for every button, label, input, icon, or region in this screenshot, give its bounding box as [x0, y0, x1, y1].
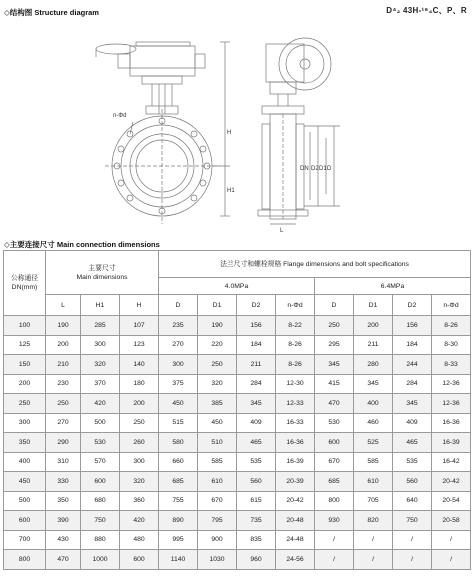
table-cell: 8-22 [276, 316, 315, 336]
table-cell: 900 [198, 530, 237, 550]
table-cell: 580 [159, 433, 198, 453]
table-cell: 250 [198, 355, 237, 375]
table-row [4, 433, 471, 453]
table-row [4, 472, 471, 492]
table-cell: / [432, 530, 471, 550]
table-cell: 585 [198, 452, 237, 472]
table-cell: 525 [354, 433, 393, 453]
table-cell: 200 [120, 394, 159, 414]
column-header: D [315, 295, 354, 316]
table-cell: 8-26 [432, 316, 471, 336]
table-cell: 320 [120, 472, 159, 492]
table-cell: 835 [237, 530, 276, 550]
table-cell: 230 [46, 374, 81, 394]
table-cell: / [354, 550, 393, 570]
table-cell: 211 [237, 355, 276, 375]
column-header: H [120, 295, 159, 316]
table-cell: 284 [237, 374, 276, 394]
model-designation: D⁴₂ 43H-¹⁶₄C、P、R [386, 6, 467, 15]
table-cell: 20-58 [432, 511, 471, 531]
table-cell: 480 [120, 530, 159, 550]
table-cell: 285 [81, 316, 120, 336]
table-cell: 430 [46, 530, 81, 550]
table-cell: 610 [354, 472, 393, 492]
table-cell: 530 [81, 433, 120, 453]
table-cell: 960 [237, 550, 276, 570]
table-cell: 600 [120, 550, 159, 570]
nominal-size-cell: 100 [4, 316, 46, 336]
nominal-size-header: 公称通径 DN(mm) [4, 251, 46, 316]
table-cell: 250 [315, 316, 354, 336]
nominal-size-cell: 250 [4, 394, 46, 414]
table-row [4, 550, 471, 570]
nominal-size-cell: 700 [4, 530, 46, 550]
table-cell: 300 [120, 452, 159, 472]
column-header: L [46, 295, 81, 316]
table-cell: 200 [354, 316, 393, 336]
table-cell: 585 [354, 452, 393, 472]
table-cell: 8-30 [432, 335, 471, 355]
table-cell: 535 [237, 452, 276, 472]
table-cell: 515 [159, 413, 198, 433]
table-cell: 244 [393, 355, 432, 375]
table-cell: 20-48 [276, 511, 315, 531]
table-cell: 1000 [81, 550, 120, 570]
table-row [4, 355, 471, 375]
table-cell: 680 [81, 491, 120, 511]
column-header: D1 [198, 295, 237, 316]
pressure-4mpa-header: 4.0MPa [159, 278, 315, 295]
table-row [4, 452, 471, 472]
d2-label: D2 [311, 166, 319, 172]
table-cell: 140 [120, 355, 159, 375]
table-row [4, 374, 471, 394]
table-cell: 500 [81, 413, 120, 433]
table-cell: 330 [46, 472, 81, 492]
table-cell: 600 [81, 472, 120, 492]
table-cell: 20-54 [432, 491, 471, 511]
table-cell: 375 [159, 374, 198, 394]
pressure-6mpa-header: 6.4MPa [315, 278, 471, 295]
table-cell: 284 [393, 374, 432, 394]
table-row [4, 413, 471, 433]
table-cell: 1030 [198, 550, 237, 570]
table-cell: 370 [81, 374, 120, 394]
table-cell: 670 [315, 452, 354, 472]
table-cell: 295 [315, 335, 354, 355]
table-cell: 795 [198, 511, 237, 531]
table-cell: 20-39 [276, 472, 315, 492]
table-cell: 16-33 [276, 413, 315, 433]
table-cell: / [315, 530, 354, 550]
nominal-size-cell: 600 [4, 511, 46, 531]
nominal-size-cell: 200 [4, 374, 46, 394]
nominal-size-cell: 350 [4, 433, 46, 453]
hole-note-label: n-Φd [113, 113, 127, 119]
table-cell: 300 [159, 355, 198, 375]
table-cell: 705 [354, 491, 393, 511]
table-cell: 180 [120, 374, 159, 394]
table-cell: 670 [198, 491, 237, 511]
table-cell: 930 [315, 511, 354, 531]
table-cell: 280 [354, 355, 393, 375]
table-cell: 235 [159, 316, 198, 336]
table-row [4, 316, 471, 336]
table-cell: 300 [81, 335, 120, 355]
table-cell: 470 [315, 394, 354, 414]
table-cell: 465 [237, 433, 276, 453]
table-cell: 290 [46, 433, 81, 453]
d-label: D [327, 166, 332, 172]
table-cell: 270 [159, 335, 198, 355]
table-cell: 390 [46, 511, 81, 531]
table-cell: 190 [46, 316, 81, 336]
table-cell: 360 [120, 491, 159, 511]
nominal-size-cell: 800 [4, 550, 46, 570]
table-cell: 350 [46, 491, 81, 511]
table-cell: 20-42 [276, 491, 315, 511]
column-header: D [159, 295, 198, 316]
dimensions-title: ◇主要连接尺寸 Main connection dimensions [4, 240, 160, 249]
table-cell: 750 [81, 511, 120, 531]
structure-diagram [0, 14, 473, 236]
column-header: D2 [393, 295, 432, 316]
structure-diagram-title: ◇结构图 Structure diagram [4, 8, 99, 17]
main-dims-header: 主要尺寸 Main dimensions [46, 251, 159, 295]
dimensions-table [3, 250, 471, 570]
table-cell: 250 [120, 413, 159, 433]
table-cell: 460 [354, 413, 393, 433]
table-cell: 735 [237, 511, 276, 531]
table-row [4, 335, 471, 355]
table-cell: 16-36 [432, 413, 471, 433]
table-cell: 190 [198, 316, 237, 336]
table-cell: 345 [354, 374, 393, 394]
table-cell: 211 [354, 335, 393, 355]
table-cell: 510 [198, 433, 237, 453]
table-cell: 890 [159, 511, 198, 531]
table-cell: 184 [393, 335, 432, 355]
table-row [4, 511, 471, 531]
table-cell: 270 [46, 413, 81, 433]
table-cell: 755 [159, 491, 198, 511]
table-row [4, 394, 471, 414]
table-cell: 12-30 [276, 374, 315, 394]
table-cell: 640 [393, 491, 432, 511]
table-cell: 16-39 [276, 452, 315, 472]
column-header: D2 [237, 295, 276, 316]
table-cell: 310 [46, 452, 81, 472]
table-cell: 820 [354, 511, 393, 531]
table-cell: 250 [46, 394, 81, 414]
table-cell: 8-26 [276, 355, 315, 375]
table-cell: 415 [315, 374, 354, 394]
table-cell: / [354, 530, 393, 550]
table-cell: 1140 [159, 550, 198, 570]
nominal-size-cell: 500 [4, 491, 46, 511]
gearbox-front [130, 46, 195, 76]
table-cell: 685 [159, 472, 198, 492]
flange-header: 法兰尺寸和螺栓规格 Flange dimensions and bolt specifications [159, 251, 471, 278]
gearbox-side [266, 44, 304, 82]
table-cell: 409 [237, 413, 276, 433]
table-cell: 750 [393, 511, 432, 531]
table-cell: 409 [393, 413, 432, 433]
table-cell: 385 [198, 394, 237, 414]
table-cell: 12-36 [432, 374, 471, 394]
table-cell: 200 [46, 335, 81, 355]
d1-label: D1 [319, 166, 327, 172]
table-cell: 20-42 [432, 472, 471, 492]
table-cell: 420 [81, 394, 120, 414]
table-cell: 123 [120, 335, 159, 355]
table-cell: 320 [81, 355, 120, 375]
table-cell: 660 [159, 452, 198, 472]
table-cell: 600 [315, 433, 354, 453]
table-cell: 107 [120, 316, 159, 336]
table-cell: 345 [315, 355, 354, 375]
table-cell: / [432, 550, 471, 570]
table-cell: 24-56 [276, 550, 315, 570]
table-cell: 12-36 [432, 394, 471, 414]
table-cell: 535 [393, 452, 432, 472]
table-cell: 16-39 [432, 433, 471, 453]
column-header: n-Φd [276, 295, 315, 316]
table-cell: 8-26 [276, 335, 315, 355]
table-cell: 260 [120, 433, 159, 453]
table-cell: / [315, 550, 354, 570]
table-cell: 450 [159, 394, 198, 414]
table-cell: 880 [81, 530, 120, 550]
table-cell: 24-48 [276, 530, 315, 550]
table-cell: 610 [198, 472, 237, 492]
nominal-size-cell: 300 [4, 413, 46, 433]
table-cell: 220 [198, 335, 237, 355]
table-cell: 400 [354, 394, 393, 414]
table-cell: 995 [159, 530, 198, 550]
table-cell: 685 [315, 472, 354, 492]
h1-label: H1 [227, 188, 235, 194]
table-row [4, 491, 471, 511]
nominal-size-cell: 400 [4, 452, 46, 472]
table-cell: 420 [120, 511, 159, 531]
table-cell: / [393, 530, 432, 550]
h-label: H [227, 130, 232, 136]
table-cell: 570 [81, 452, 120, 472]
table-cell: 210 [46, 355, 81, 375]
table-cell: 156 [393, 316, 432, 336]
table-cell: 345 [393, 394, 432, 414]
table-cell: 470 [46, 550, 81, 570]
nominal-size-cell: 450 [4, 472, 46, 492]
table-cell: / [393, 550, 432, 570]
table-cell: 465 [393, 433, 432, 453]
table-cell: 16-42 [432, 452, 471, 472]
table-cell: 530 [315, 413, 354, 433]
table-cell: 156 [237, 316, 276, 336]
table-cell: 184 [237, 335, 276, 355]
table-cell: 560 [237, 472, 276, 492]
l-label: L [280, 228, 284, 234]
column-header: n-Φd [432, 295, 471, 316]
dn-label: DN [300, 166, 309, 172]
nominal-size-cell: 125 [4, 335, 46, 355]
table-cell: 800 [315, 491, 354, 511]
column-header: H1 [81, 295, 120, 316]
table-cell: 8-33 [432, 355, 471, 375]
table-cell: 345 [237, 394, 276, 414]
table-cell: 560 [393, 472, 432, 492]
table-row [4, 530, 471, 550]
table-cell: 320 [198, 374, 237, 394]
table-cell: 450 [198, 413, 237, 433]
table-cell: 12-33 [276, 394, 315, 414]
nominal-size-cell: 150 [4, 355, 46, 375]
table-cell: 16-36 [276, 433, 315, 453]
column-header: D1 [354, 295, 393, 316]
table-cell: 615 [237, 491, 276, 511]
